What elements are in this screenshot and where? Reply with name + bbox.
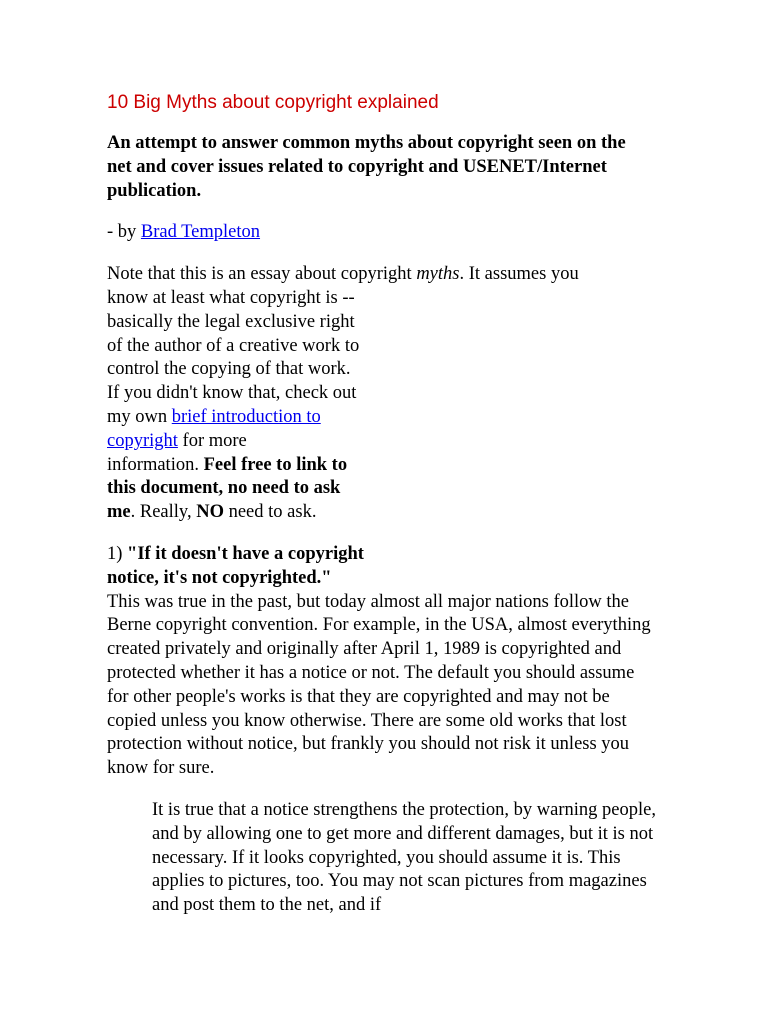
note-line: basically the legal exclusive right	[107, 311, 355, 332]
myth-body: This was true in the past, but today almost all major nations follow the Berne copyright convention. For example, in the USA, almost everything created privately and originally after April 1, 1989 is copyrighted and protected whether it has a notice or not. The default you should assume for other people's works is that they are copyrighted and may not be copied unless you know otherwise. There are some old works that lost protection without notice, but frankly you should not risk it unless you know for sure.	[107, 591, 651, 779]
note-line: If you didn't know that, check out	[107, 383, 357, 404]
note-line: for more	[177, 430, 247, 451]
note-myths-italic: myths	[416, 264, 460, 285]
link-permission-bold: me	[107, 502, 131, 523]
byline-prefix: - by	[107, 222, 141, 243]
intro-link[interactable]: brief introduction to	[171, 406, 321, 427]
link-permission-bold: this document, no need to ask	[107, 478, 341, 499]
note-intro: Note that this is an essay about copyright	[107, 264, 417, 285]
myth-blockquote: It is true that a notice strengthens the protection, by warning people, and by allowing one to get more and different damages, but it is not necessary. If it looks copyrighted, you should assume it is. This applies to pictures, too. You may not scan pictures from magazines and post them to the net, and if	[152, 799, 656, 916]
subtitle: An attempt to answer common myths about copyright seen on the net and cover issues related to copyright and USENET/Internet publication.	[107, 133, 626, 201]
note-line: control the copying of that work.	[107, 359, 351, 380]
byline	[107, 221, 667, 245]
no-emphasis: NO	[196, 502, 224, 523]
myth-title: notice, it's not copyrighted."	[107, 567, 332, 588]
document	[107, 90, 667, 918]
author-link[interactable]: Brad Templeton	[140, 222, 261, 243]
intro-link-continued[interactable]: copyright	[107, 430, 178, 451]
intro-note	[107, 263, 667, 525]
myth-heading	[107, 543, 397, 591]
note-line: my own	[107, 406, 172, 427]
myth-number: 1)	[107, 543, 128, 564]
myth-title: "If it doesn't have a copyright	[127, 543, 364, 564]
note-line: need to ask.	[223, 502, 317, 523]
link-permission-bold: Feel free to link to	[203, 454, 348, 475]
note-line: of the author of a creative work to	[107, 335, 360, 356]
note-line: information.	[107, 454, 204, 475]
page-title: 10 Big Myths about copyright explained	[107, 92, 439, 113]
note-line: . Really,	[130, 502, 197, 523]
note-line: know at least what copyright is --	[107, 287, 355, 308]
note-line1-rest: . It assumes you	[459, 264, 579, 285]
